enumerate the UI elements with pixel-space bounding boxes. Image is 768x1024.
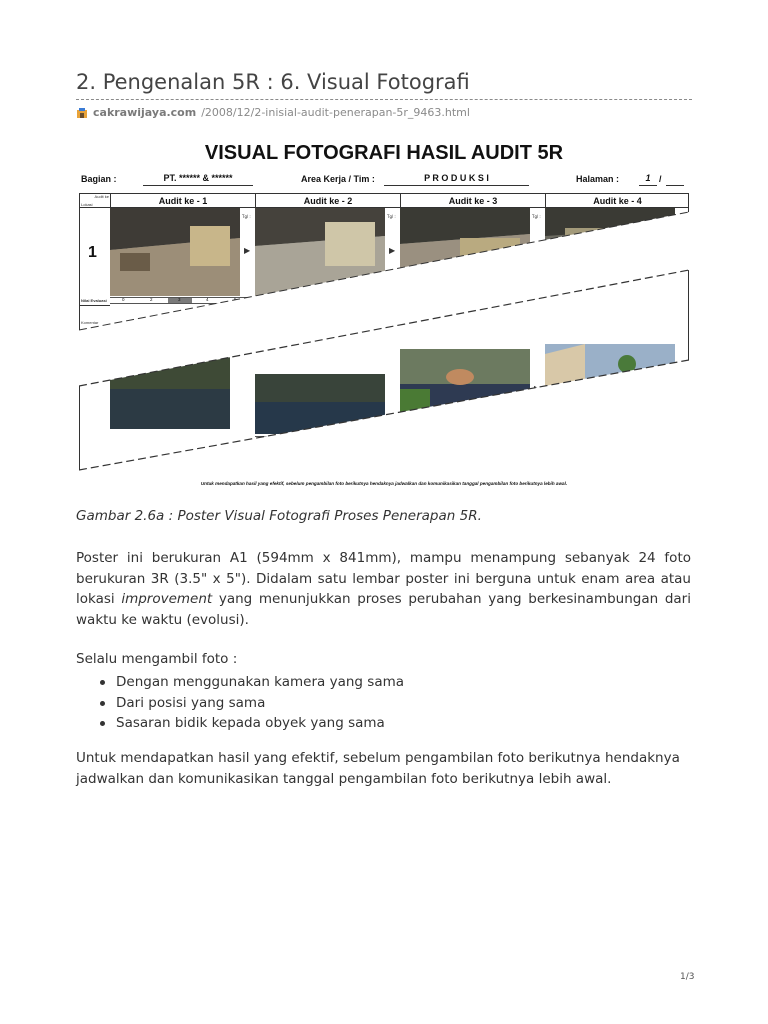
list-intro: Selalu mengambil foto :	[76, 651, 238, 667]
site-favicon-icon	[76, 107, 88, 119]
halaman-label: Halaman :	[576, 174, 620, 184]
score-scale: 0 2 3 4 5	[110, 297, 255, 304]
list-item: Dengan menggunakan kamera yang sama	[76, 672, 404, 693]
area-value: P R O D U K S I	[384, 173, 529, 186]
improvement-emphasis: improvement	[121, 591, 213, 607]
photo-tips-list	[76, 672, 404, 734]
komentar-label: Komentar	[80, 306, 110, 346]
halaman-sep: /	[659, 174, 662, 184]
column-header: Audit ke - 2	[255, 194, 400, 208]
column-header: Audit ke - 1	[110, 194, 255, 208]
poster-title: VISUAL FOTOGRAFI HASIL AUDIT 5R	[204, 142, 564, 164]
row-number: 1	[88, 244, 97, 261]
tgl-label: Tgl :	[387, 214, 396, 219]
tgl-label: Tgl :	[242, 214, 251, 219]
poster-image	[79, 140, 689, 490]
title-divider	[76, 99, 692, 100]
column-header: Audit ke - 3	[400, 194, 545, 208]
page-title: 2. Pengenalan 5R : 6. Visual Fotografi	[76, 70, 470, 94]
list-item: Sasaran bidik kepada obyek yang sama	[76, 713, 404, 734]
poster-footnote: Untuk mendapatkan hasil yang efektif, sebelum pengambilan foto berikutnya hendaknya jadwalkan dan komunikasikan tanggal pengambilan foto berikutnya lebih awal.	[200, 481, 568, 486]
column-header: Audit ke - 4	[545, 194, 689, 208]
corner-audit-label: Audit ke	[94, 194, 109, 199]
tgl-label: Tgl :	[532, 214, 541, 219]
paragraph-advice: Untuk mendapatkan hasil yang efektif, sebelum pengambilan foto berikutnya hendaknya jadwalkan dan komunikasikan tanggal pengambilan foto berikutnya lebih awal.	[76, 750, 680, 787]
arrow-right-icon: ▶	[389, 246, 396, 255]
page-number: 1/3	[680, 972, 695, 982]
corner-lokasi-label: Lokasi	[81, 202, 93, 207]
nilai-evaluasi-label: Nilai Evaluasi	[80, 297, 110, 306]
paragraph-poster-size: Poster ini berukuran A1 (594mm x 841mm), mampu menampung sebanyak 24 foto berukuran 3R (3.5" x 5"). Didalam satu lembar poster ini berguna untuk enam area atau lokasi improvement yang menunjukkan proses perubahan yang berkesinambungan dari waktu ke waktu (evolusi).	[76, 550, 691, 628]
area-label: Area Kerja / Tim :	[301, 174, 375, 184]
halaman-value: 1	[639, 173, 657, 186]
torn-section-overlay	[79, 140, 689, 490]
bagian-value: PT. ****** & ******	[143, 173, 253, 186]
list-item: Dari posisi yang sama	[76, 693, 404, 714]
source-path-link[interactable]: /2008/12/2-inisial-audit-penerapan-5r_9463.html	[201, 106, 470, 119]
arrow-right-icon: ▶	[244, 246, 251, 255]
figure-caption: Gambar 2.6a : Poster Visual Fotografi Proses Penerapan 5R.	[76, 508, 482, 524]
source-domain-link[interactable]: cakrawijaya.com	[93, 106, 197, 119]
source-line	[76, 106, 470, 119]
bagian-label: Bagian :	[81, 174, 117, 184]
